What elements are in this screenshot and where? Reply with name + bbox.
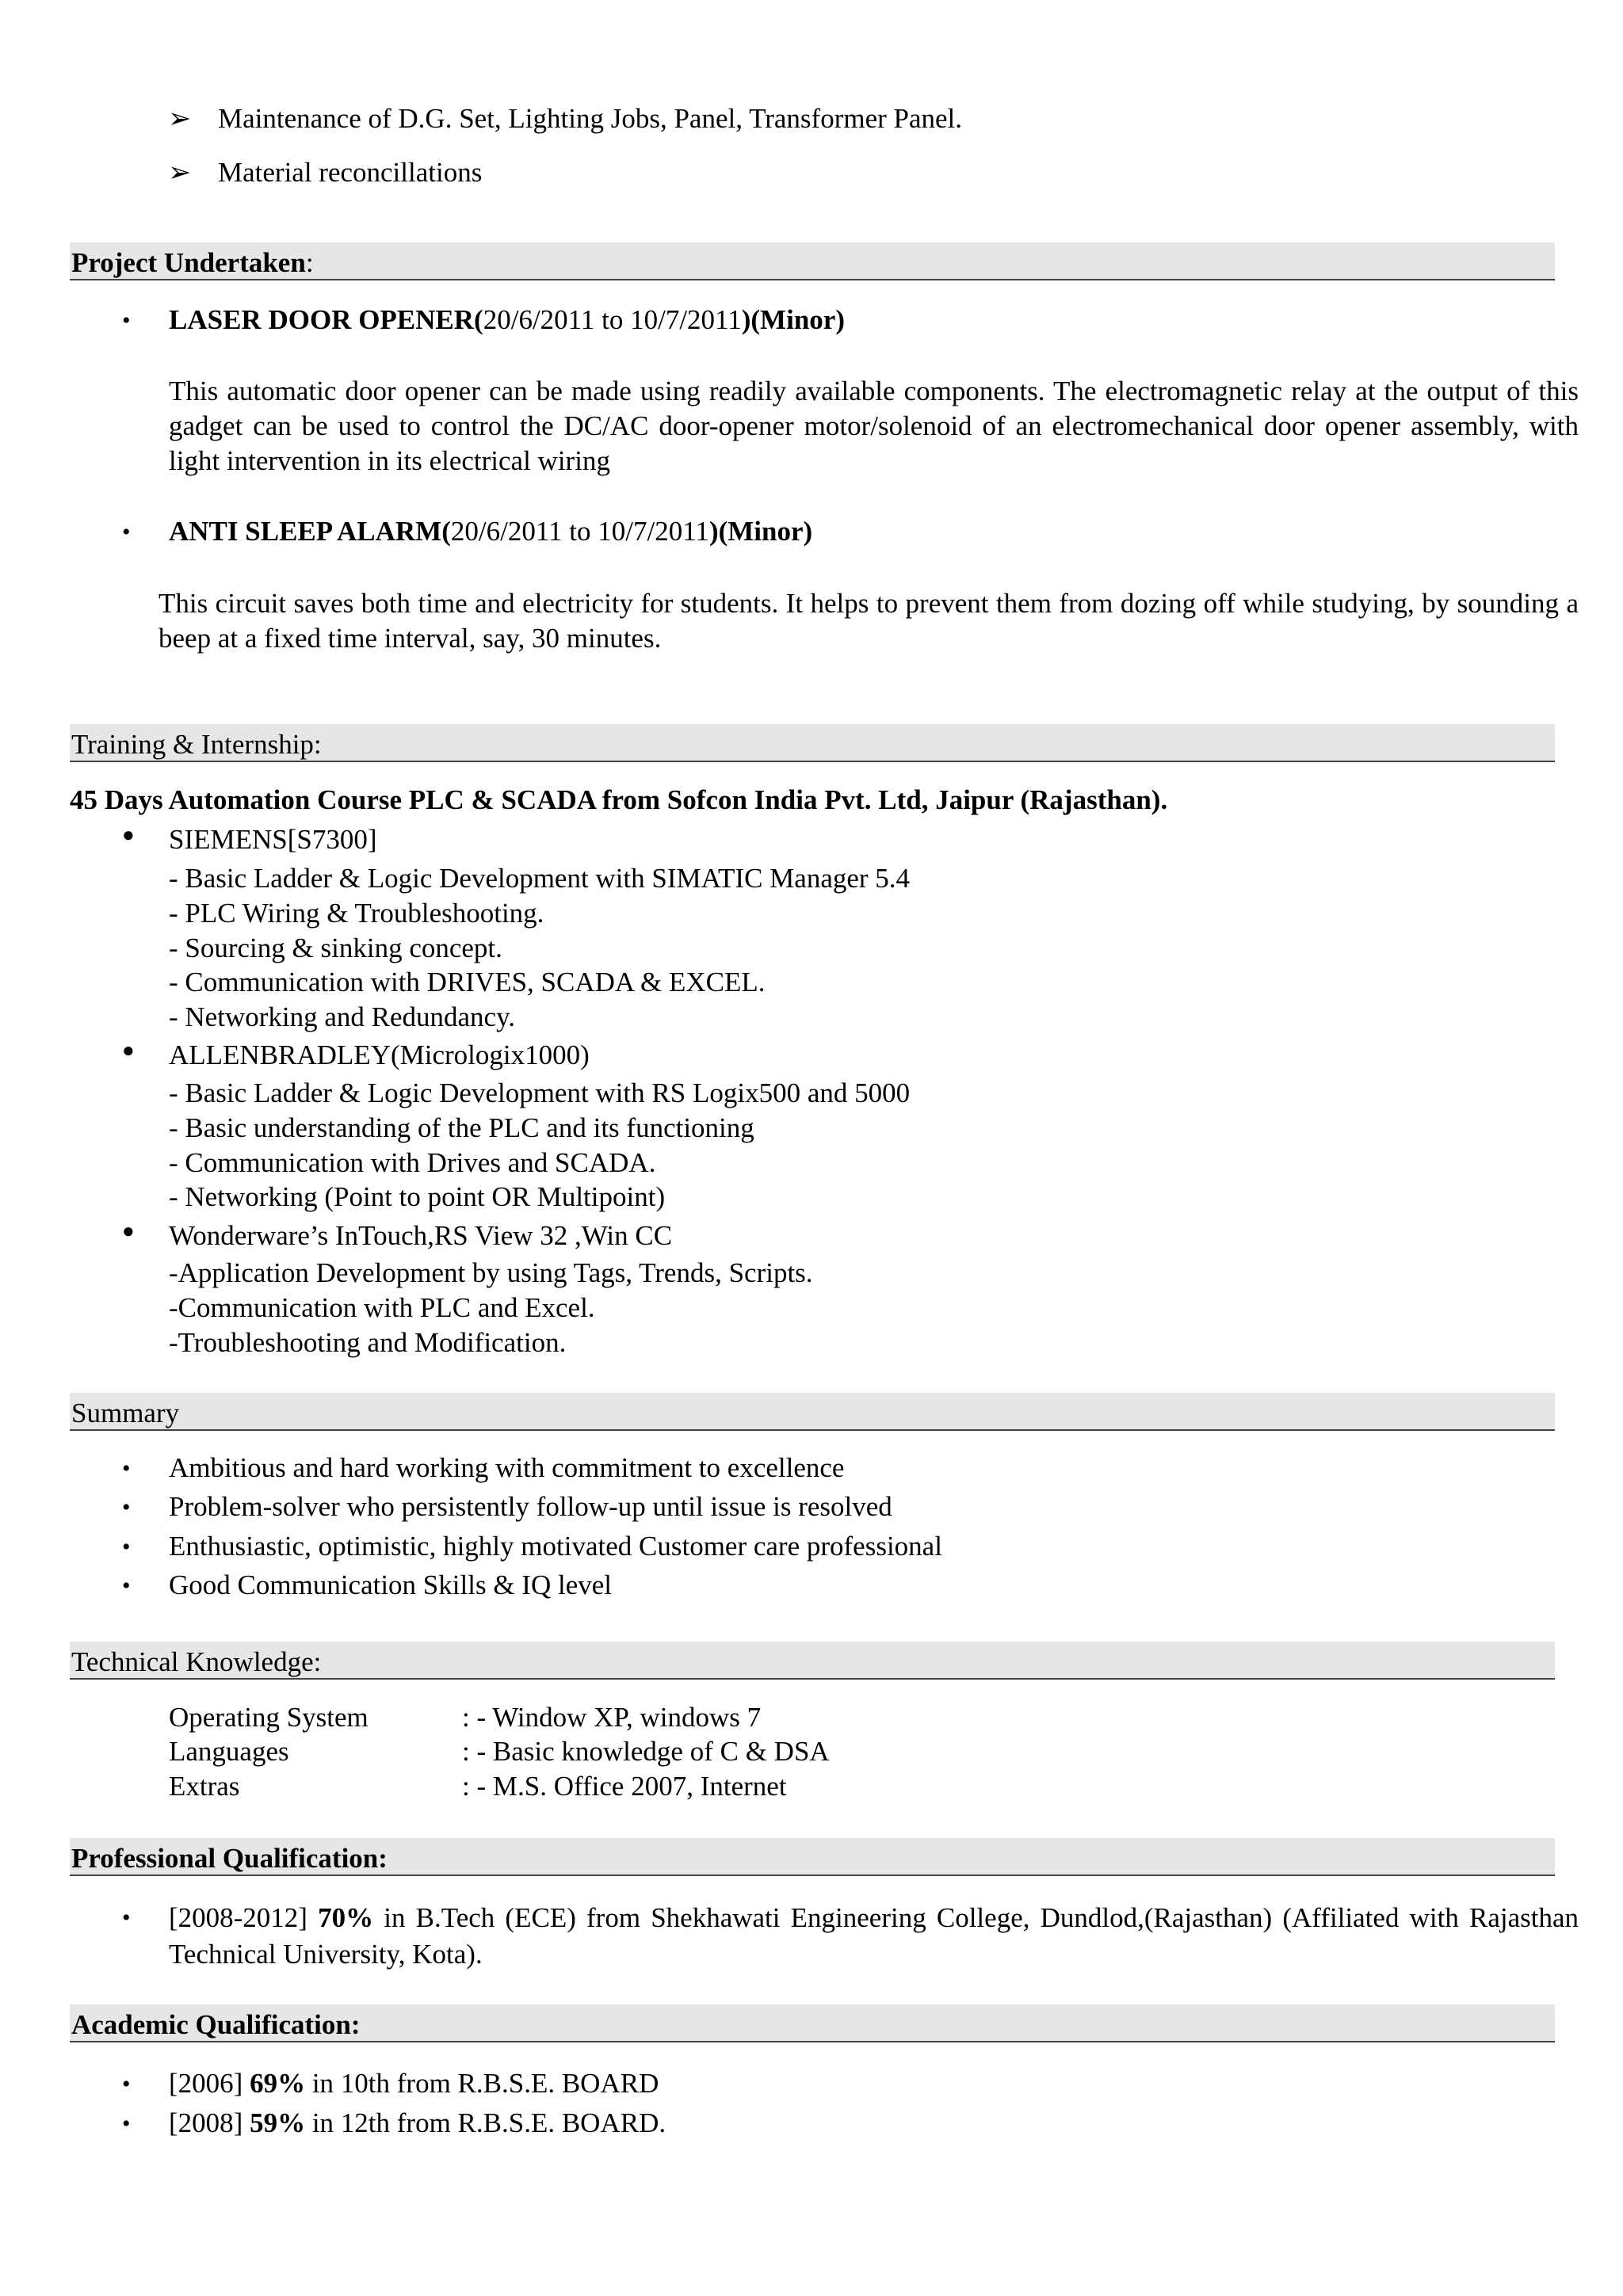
list-item: Problem-solver who persistently follow-up until issue is resolved — [169, 1491, 892, 1522]
tech-value: : - M.S. Office 2007, Internet — [462, 1771, 787, 1802]
tech-row — [169, 1734, 830, 1769]
project-title: LASER DOOR OPENER(20/6/2011 to 10/7/2011)(Minor) — [169, 304, 845, 335]
list-item: - Basic Ladder & Logic Development with SIMATIC Manager 5.4 — [169, 863, 911, 894]
qualification-item: [2006] 69% in 10th from R.B.S.E. BOARD — [169, 2068, 659, 2099]
training-group-lines — [169, 861, 910, 1035]
course-title: 45 Days Automation Course PLC & SCADA from Sofcon India Pvt. Ltd, Jaipur (Rajasthan). — [70, 784, 1168, 815]
list-item: -Troubleshooting and Modification. — [169, 1326, 567, 1358]
list-item: - Networking (Point to point OR Multipoint) — [169, 1181, 666, 1213]
section-title-suffix: : — [305, 247, 314, 278]
list-item: - Sourcing & sinking concept. — [169, 932, 502, 963]
training-group-title: ALLENBRADLEY(Micrologix1000) — [169, 1039, 590, 1070]
section-title: Summary — [71, 1398, 180, 1428]
section-header-professional — [70, 1838, 1555, 1876]
qualification-item: [2008-2012] 70% in B.Tech (ECE) from Shekhawati Engineering College, Dundlod,(Rajasthan) (Affiliated with Rajasthan Technical University, Kota). — [169, 1902, 1579, 1970]
round-bullet-icon: ● — [122, 1039, 135, 1062]
tech-key: Operating System — [169, 1702, 369, 1733]
round-bullet-icon: ● — [122, 1219, 135, 1242]
list-item: Ambitious and hard working with commitment to excellence — [169, 1452, 845, 1483]
tech-row — [169, 1769, 787, 1804]
list-item: -Application Development by using Tags, Trends, Scripts. — [169, 1257, 813, 1288]
bullet-icon: • — [122, 307, 131, 334]
arrow-bullet-icon: ➢ — [168, 157, 192, 188]
training-group-title: Wonderware’s InTouch,RS View 32 ,Win CC — [169, 1220, 673, 1251]
section-header-training — [70, 724, 1555, 762]
tech-value: : - Basic knowledge of C & DSA — [462, 1736, 830, 1767]
list-item: - Communication with DRIVES, SCADA & EXCEL. — [169, 967, 766, 998]
bullet-icon: • — [122, 1494, 131, 1520]
list-item: Maintenance of D.G. Set, Lighting Jobs, Panel, Transformer Panel. — [218, 103, 963, 134]
section-title: Training & Internship: — [71, 729, 322, 760]
tech-row — [169, 1700, 761, 1735]
bullet-icon: • — [122, 519, 131, 545]
training-group-title: SIEMENS[S7300] — [169, 824, 377, 855]
list-item: Good Communication Skills & IQ level — [169, 1569, 612, 1600]
list-item: - Basic understanding of the PLC and its functioning — [169, 1112, 754, 1143]
project-description: This automatic door opener can be made using readily available components. The electromagnetic relay at the output of this gadget can be used to control the DC/AC door-opener motor/solenoid of an electromechanical door opener assembly, with light intervention in its electrical wiring — [169, 376, 1579, 476]
training-group-lines — [169, 1256, 813, 1360]
bullet-icon: • — [122, 1905, 131, 1931]
bullet-icon: • — [122, 2111, 131, 2137]
tech-key: Languages — [169, 1736, 289, 1767]
bullet-icon: • — [122, 1573, 131, 1599]
round-bullet-icon: ● — [122, 823, 135, 846]
bullet-icon: • — [122, 2071, 131, 2097]
project-description: This circuit saves both time and electricity for students. It helps to prevent them from dozing off while studying, by sounding a beep at a fixed time interval, say, 30 minutes. — [158, 588, 1579, 654]
list-item: - Communication with Drives and SCADA. — [169, 1146, 656, 1178]
training-group-lines — [169, 1076, 910, 1215]
list-item: - Networking and Redundancy. — [169, 1001, 516, 1033]
arrow-bullet-icon: ➢ — [168, 103, 192, 134]
list-item: - Basic Ladder & Logic Development with RS Logix500 and 5000 — [169, 1077, 911, 1108]
section-title: Academic Qualification: — [71, 2009, 361, 2040]
project-title: ANTI SLEEP ALARM(20/6/2011 to 10/7/2011)(Minor) — [169, 516, 813, 547]
list-item: - PLC Wiring & Troubleshooting. — [169, 897, 544, 929]
tech-value: : - Window XP, windows 7 — [462, 1702, 762, 1733]
qualification-item: [2008] 59% in 12th from R.B.S.E. BOARD. — [169, 2107, 666, 2138]
list-item: Enthusiastic, optimistic, highly motivated Customer care professional — [169, 1531, 942, 1562]
section-title: Technical Knowledge: — [71, 1646, 322, 1677]
tech-key: Extras — [169, 1771, 240, 1802]
section-title: Project Undertaken — [71, 247, 306, 278]
list-item: -Communication with PLC and Excel. — [169, 1291, 595, 1323]
bullet-icon: • — [122, 1455, 131, 1482]
section-header-summary — [70, 1393, 1555, 1431]
section-header-technical — [70, 1642, 1555, 1680]
bullet-icon: • — [122, 1534, 131, 1560]
section-title: Professional Qualification: — [71, 1843, 388, 1874]
list-item: Material reconcillations — [218, 157, 483, 188]
section-header-academic — [70, 2004, 1555, 2042]
section-header-project — [70, 242, 1555, 280]
